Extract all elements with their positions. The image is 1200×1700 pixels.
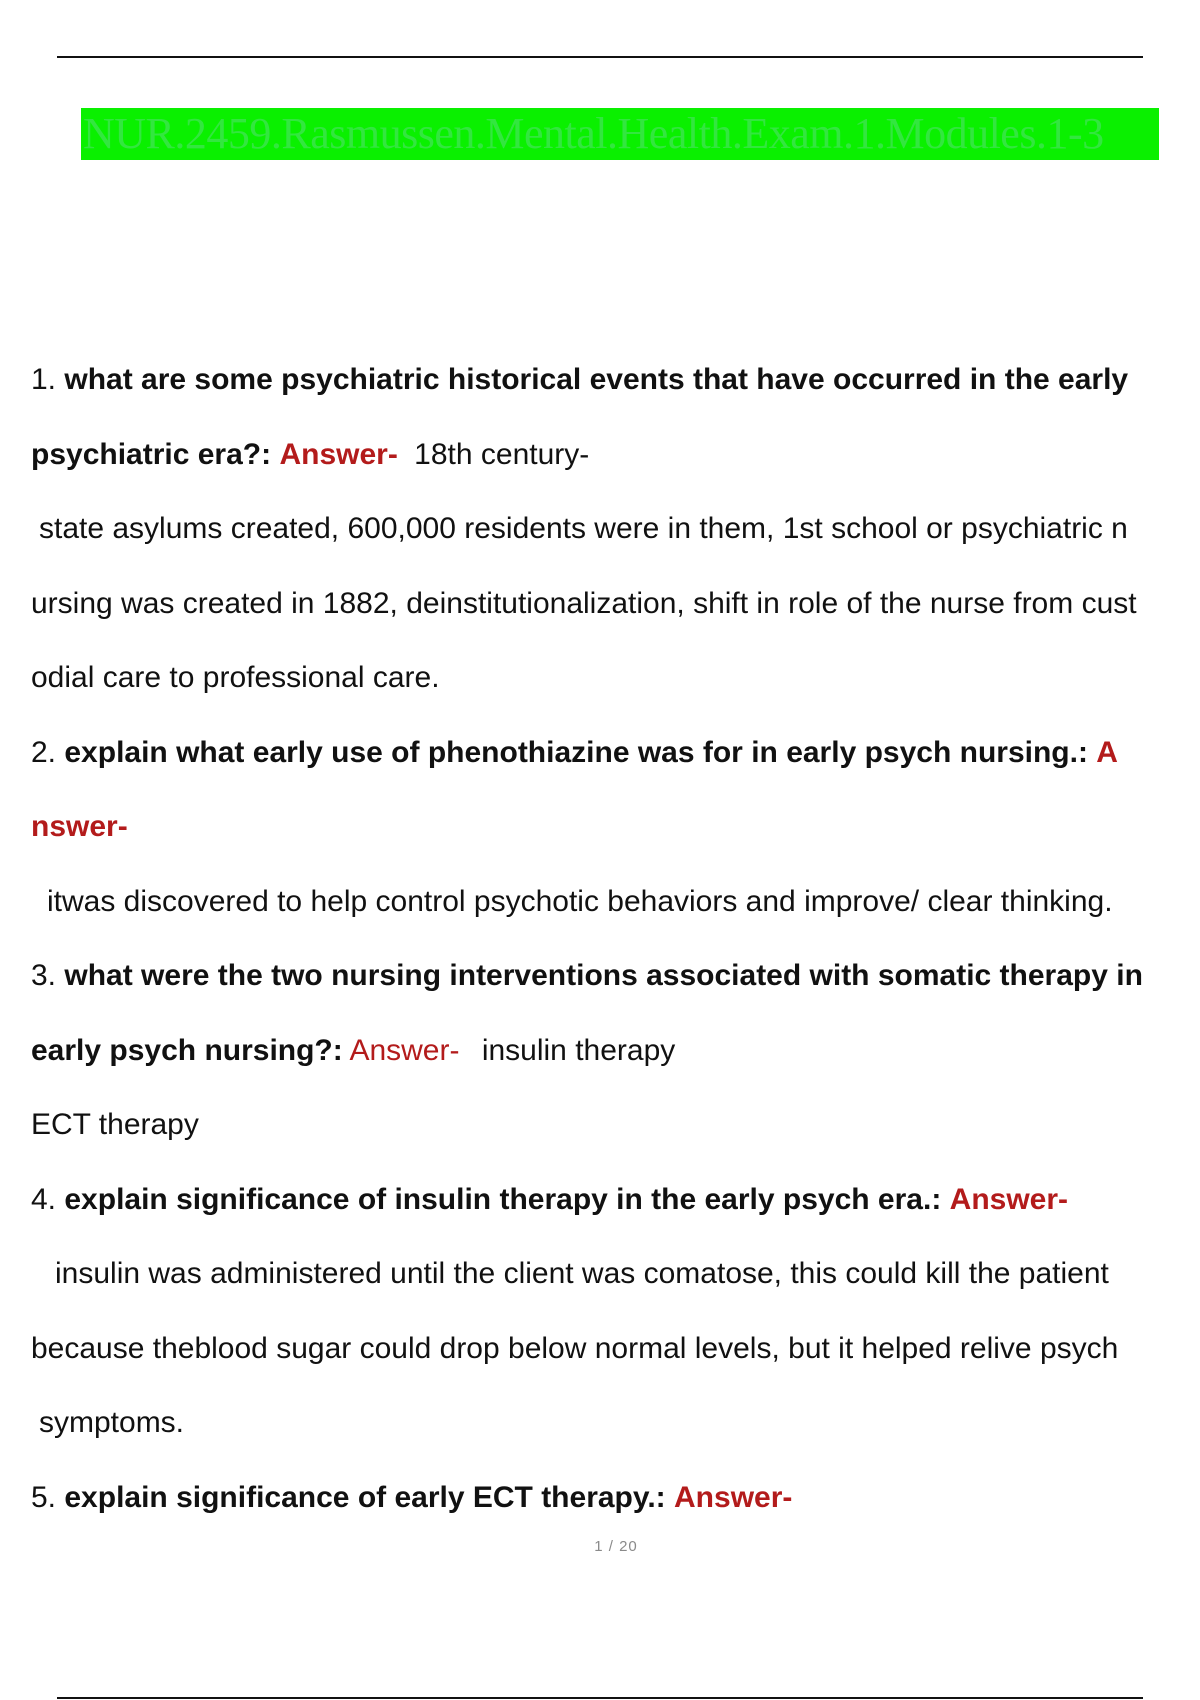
question-text: explain significance of early ECT therapy.: xyxy=(64,1480,666,1514)
qa-content xyxy=(31,343,1200,1535)
item-number: 3. xyxy=(31,959,57,992)
qa-line xyxy=(31,716,1200,791)
answer-label: A xyxy=(1096,735,1118,769)
answer-line: state asylums created, 600,000 residents were in them, 1st school or psychiatric n xyxy=(39,512,1128,545)
question-text: psychiatric era?: xyxy=(31,437,272,471)
question-text: early psych nursing?: xyxy=(31,1033,343,1067)
qa-line xyxy=(31,1163,1200,1238)
answer-label: Answer- xyxy=(674,1480,793,1514)
question-text: what were the two nursing interventions associated with somatic therapy in xyxy=(64,959,1143,992)
document-title-banner xyxy=(81,108,1159,160)
answer-line: insulin was administered until the client was comatose, this could kill the patient xyxy=(55,1257,1109,1290)
qa-line xyxy=(31,1461,1200,1536)
answer-line: itwas discovered to help control psychotic behaviors and improve/ clear thinking. xyxy=(47,884,1113,918)
answer-line: because theblood sugar could drop below normal levels, but it helped relive psych xyxy=(31,1331,1119,1365)
answer-line: ECT therapy xyxy=(31,1108,199,1141)
qa-line xyxy=(31,1014,1200,1089)
qa-line xyxy=(31,790,1200,865)
top-rule xyxy=(57,56,1143,58)
page-counter: 1 / 20 xyxy=(594,1538,638,1555)
item-number: 2. xyxy=(31,735,57,769)
question-text: explain what early use of phenothiazine was for in early psych nursing.: xyxy=(64,735,1088,769)
item-number: 4. xyxy=(31,1182,57,1216)
item-number: 5. xyxy=(31,1480,57,1514)
qa-line xyxy=(31,939,1200,1014)
answer-line: odial care to professional care. xyxy=(31,661,440,694)
bottom-rule xyxy=(57,1697,1143,1699)
qa-line xyxy=(31,418,1200,493)
document-title: NUR.2459.Rasmussen.Mental.Health.Exam.1.Modules.1-3 xyxy=(83,109,1104,158)
question-text: what are some psychiatric historical events that have occurred in the early xyxy=(64,363,1129,396)
item-number: 1. xyxy=(31,363,57,396)
answer-text: insulin therapy xyxy=(481,1033,676,1067)
answer-label: Answer- xyxy=(349,1033,460,1067)
answer-text: 18th century- xyxy=(414,437,590,471)
answer-label: Answer- xyxy=(949,1182,1069,1216)
qa-line xyxy=(31,343,1200,418)
answer-line: symptoms. xyxy=(39,1406,185,1439)
question-text: explain significance of insulin therapy in the early psych era.: xyxy=(64,1182,942,1216)
answer-label: nswer- xyxy=(31,810,128,843)
answer-line: ursing was created in 1882, deinstitutionalization, shift in role of the nurse from cust xyxy=(31,586,1137,620)
answer-label: Answer- xyxy=(279,437,398,471)
